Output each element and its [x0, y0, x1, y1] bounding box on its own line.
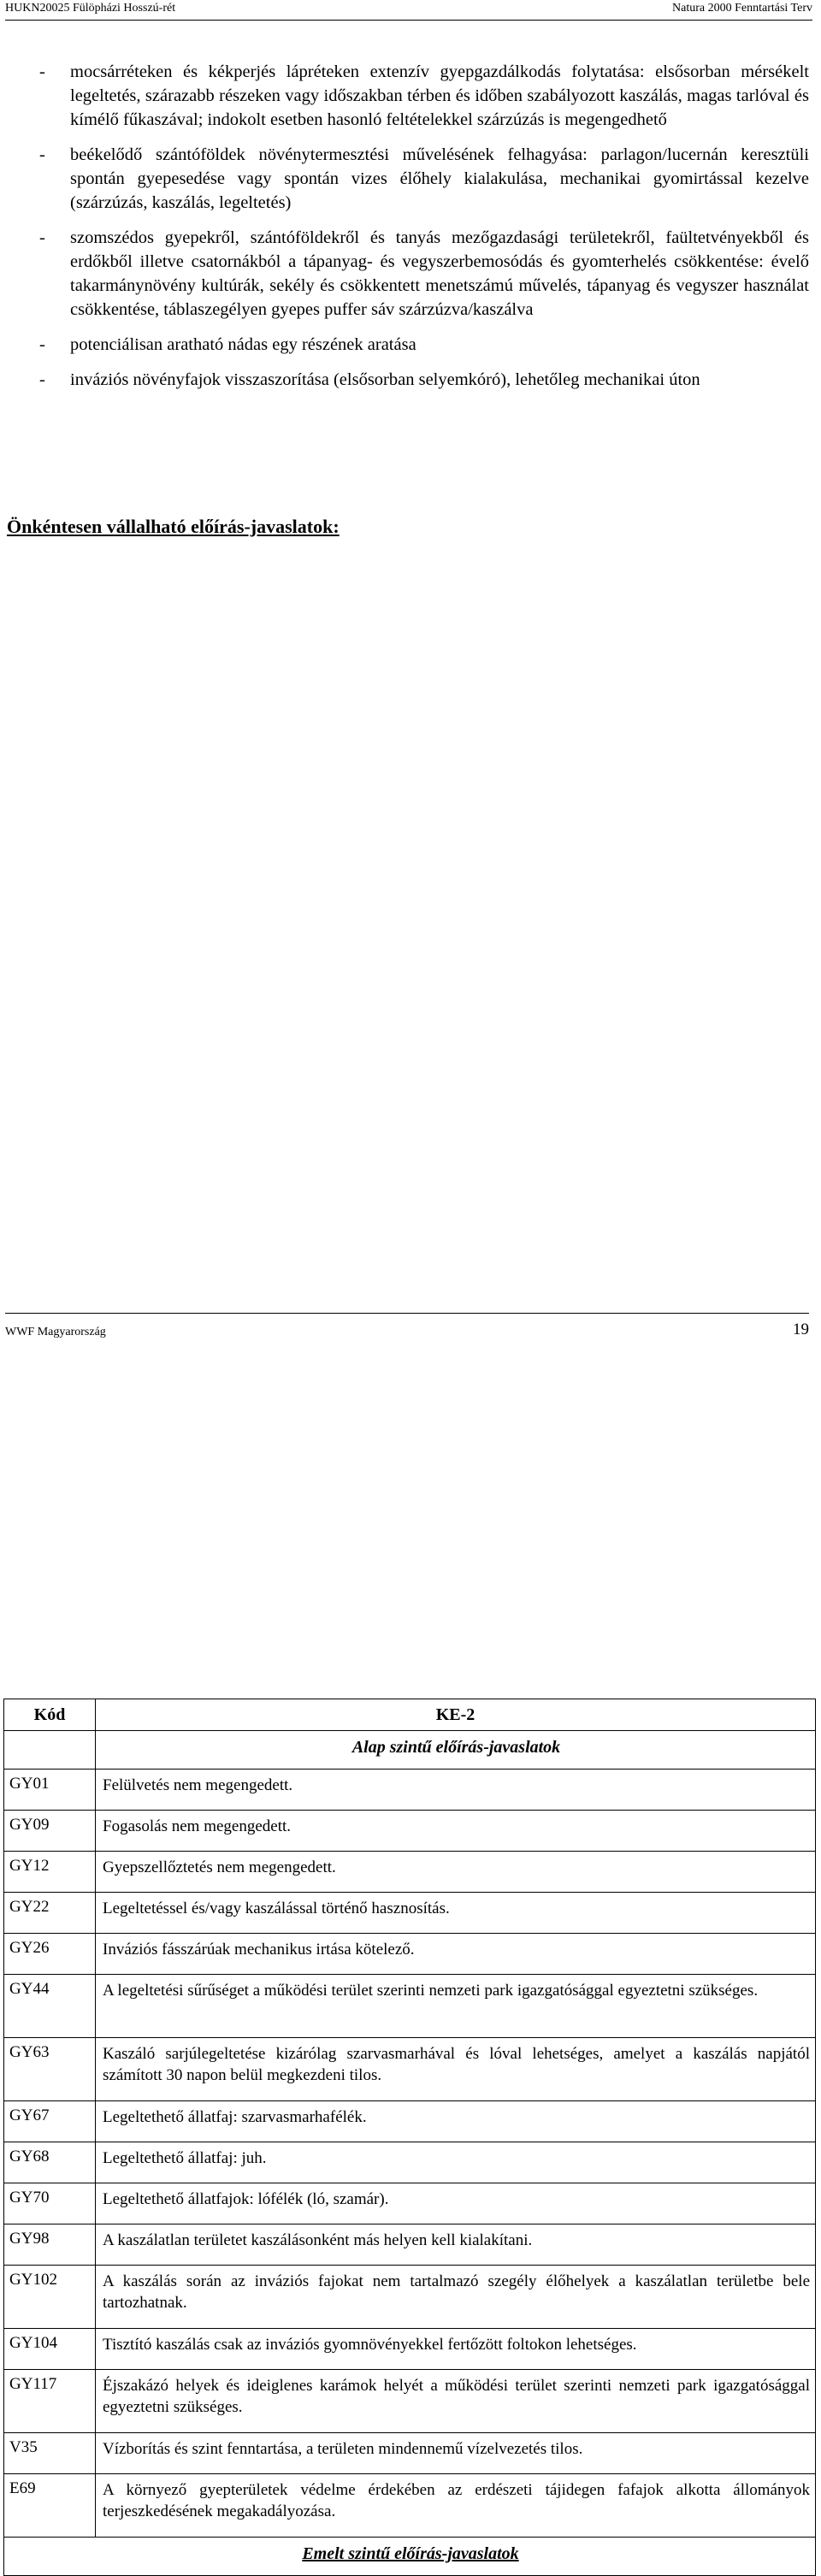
footer-left: WWF Magyarország — [5, 1326, 106, 1338]
bullet-list — [10, 60, 809, 403]
table-row — [4, 2038, 816, 2101]
table-row — [4, 2329, 816, 2370]
code-cell: E69 — [4, 2474, 96, 2538]
prescription-table — [3, 1699, 816, 2576]
text-cell: Legeltethető állatfajok: lófélék (ló, szamár). — [96, 2183, 816, 2224]
basic-heading: Alap szintű előírás-javaslatok — [96, 1731, 816, 1770]
table-row — [4, 2142, 816, 2183]
basic-heading-row — [4, 1731, 816, 1770]
text-cell: Vízborítás és szint fenntartása, a területen mindennemű vízelvezetés tilos. — [96, 2433, 816, 2474]
list-item-text: potenciálisan aratható nádas egy részének aratása — [70, 335, 416, 354]
table-row — [4, 1934, 816, 1975]
table-row — [4, 1975, 816, 2038]
text-cell: A kaszálatlan területet kaszálásonként más helyen kell kialakítani. — [96, 2224, 816, 2266]
elevated-heading-text: Emelt szintű előírás-javaslatok — [302, 2544, 519, 2563]
list-item-text: beékelődő szántóföldek növénytermesztési művelésének felhagyása: parlagon/lucernán keresztüli spontán gyepesedése vagy spontán vizes élőhely kialakulása, mechanikai gyomirtással kezelve (szárzúzás, kaszálás, legeltetés) — [70, 145, 809, 212]
list-item-text: szomszédos gyepekről, szántóföldekről és tanyás mezőgazdasági területekről, faültetvényekből és erdőkből illetve csatornákból a tápanyag- és vegyszerbemosódás és gyomterhelés csökkentése: évelő takarmánynövény kultúrák, sekély és csökkentett menetszámú művelés, tápanyag és vegyszer használat csökkentése, táblaszegélyen gyepes puffer sáv szárzúzva/kaszálva — [70, 228, 809, 319]
bullet-dash: - — [39, 228, 45, 247]
bullet-dash: - — [39, 335, 45, 354]
text-cell: A legeltetési sűrűséget a működési terület szerinti nemzeti park igazgatósággal egyeztetni szükséges. — [96, 1975, 816, 2038]
code-cell: GY09 — [4, 1811, 96, 1852]
table-row — [4, 1893, 816, 1934]
text-cell: Gyepszellőztetés nem megengedett. — [96, 1852, 816, 1893]
code-cell: GY22 — [4, 1893, 96, 1934]
header-code: Kód — [4, 1699, 96, 1731]
code-cell: GY67 — [4, 2101, 96, 2142]
code-cell: GY117 — [4, 2370, 96, 2433]
bullet-dash: - — [39, 370, 45, 389]
table-row — [4, 2183, 816, 2224]
table-row — [4, 2370, 816, 2433]
header-right: Natura 2000 Fenntartási Terv — [672, 2, 812, 15]
code-cell: GY26 — [4, 1934, 96, 1975]
table-row — [4, 2474, 816, 2538]
code-cell: GY98 — [4, 2224, 96, 2266]
code-cell: GY12 — [4, 1852, 96, 1893]
code-cell: V35 — [4, 2433, 96, 2474]
code-cell: GY63 — [4, 2038, 96, 2101]
code-cell: GY102 — [4, 2266, 96, 2329]
page-header — [5, 0, 812, 21]
list-item — [10, 226, 809, 322]
text-cell: Legeltetéssel és/vagy kaszálással történő hasznosítás. — [96, 1893, 816, 1934]
list-item-text: inváziós növényfajok visszaszorítása (elsősorban selyemkóró), lehetőleg mechanikai úton — [70, 370, 700, 389]
header-left: HUKN20025 Fülöpházi Hosszú-rét — [5, 2, 176, 15]
bullet-dash: - — [39, 62, 45, 81]
empty-cell — [4, 1731, 96, 1770]
code-cell: GY68 — [4, 2142, 96, 2183]
list-item — [10, 143, 809, 215]
text-cell: Fogasolás nem megengedett. — [96, 1811, 816, 1852]
text-cell: Legeltethető állatfaj: szarvasmarhafélék. — [96, 2101, 816, 2142]
page-number: 19 — [793, 1320, 809, 1338]
list-item — [10, 60, 809, 132]
text-cell: Felülvetés nem megengedett. — [96, 1770, 816, 1811]
elevated-heading-row — [4, 2538, 816, 2576]
list-item — [10, 333, 809, 357]
code-cell: GY44 — [4, 1975, 96, 2038]
table-row — [4, 1852, 816, 1893]
list-item — [10, 368, 809, 392]
text-cell: Kaszáló sarjúlegeltetése kizárólag szarvasmarhával és lóval lehetséges, amelyet a kaszálás napjától számított 30 napon belül megkezdeni tilos. — [96, 2038, 816, 2101]
code-cell: GY01 — [4, 1770, 96, 1811]
elevated-heading — [4, 2538, 816, 2576]
table-header-row — [4, 1699, 816, 1731]
list-item-text: mocsárréteken és kékperjés lápréteken extenzív gyepgazdálkodás folytatása: elsősorban mérsékelt legeltetés, szárazabb részeken vagy időszakban térben és időben szabályozott kaszálás, magas tarlóval és kímélő fűkaszával; indokolt esetben hasonló feltételekkel szárzúzás is megengedhető — [70, 62, 809, 129]
table-row — [4, 1770, 816, 1811]
table-row — [4, 1811, 816, 1852]
text-cell: Éjszakázó helyek és ideiglenes karámok helyét a működési terület szerinti nemzeti park igazgatósággal egyeztetni szükséges. — [96, 2370, 816, 2433]
text-cell: A kaszálás során az inváziós fajokat nem tartalmazó szegély élőhelyek a kaszálatlan területbe bele tartozhatnak. — [96, 2266, 816, 2329]
bullet-dash: - — [39, 145, 45, 164]
text-cell: A környező gyepterületek védelme érdekében az erdészeti tájidegen fafajok alkotta állományok terjeszkedésének megakadályozása. — [96, 2474, 816, 2538]
text-cell: Inváziós fásszárúak mechanikus irtása kötelező. — [96, 1934, 816, 1975]
table-row — [4, 2433, 816, 2474]
header-ke: KE-2 — [96, 1699, 816, 1731]
text-cell: Legeltethető állatfaj: juh. — [96, 2142, 816, 2183]
text-cell: Tisztító kaszálás csak az inváziós gyomnövényekkel fertőzött foltokon lehetséges. — [96, 2329, 816, 2370]
code-cell: GY104 — [4, 2329, 96, 2370]
code-cell: GY70 — [4, 2183, 96, 2224]
table-row — [4, 2266, 816, 2329]
table-row — [4, 2224, 816, 2266]
section-title: Önkéntesen vállalható előírás-javaslatok: — [7, 516, 340, 537]
table-row — [4, 2101, 816, 2142]
page-footer — [5, 1313, 809, 1339]
